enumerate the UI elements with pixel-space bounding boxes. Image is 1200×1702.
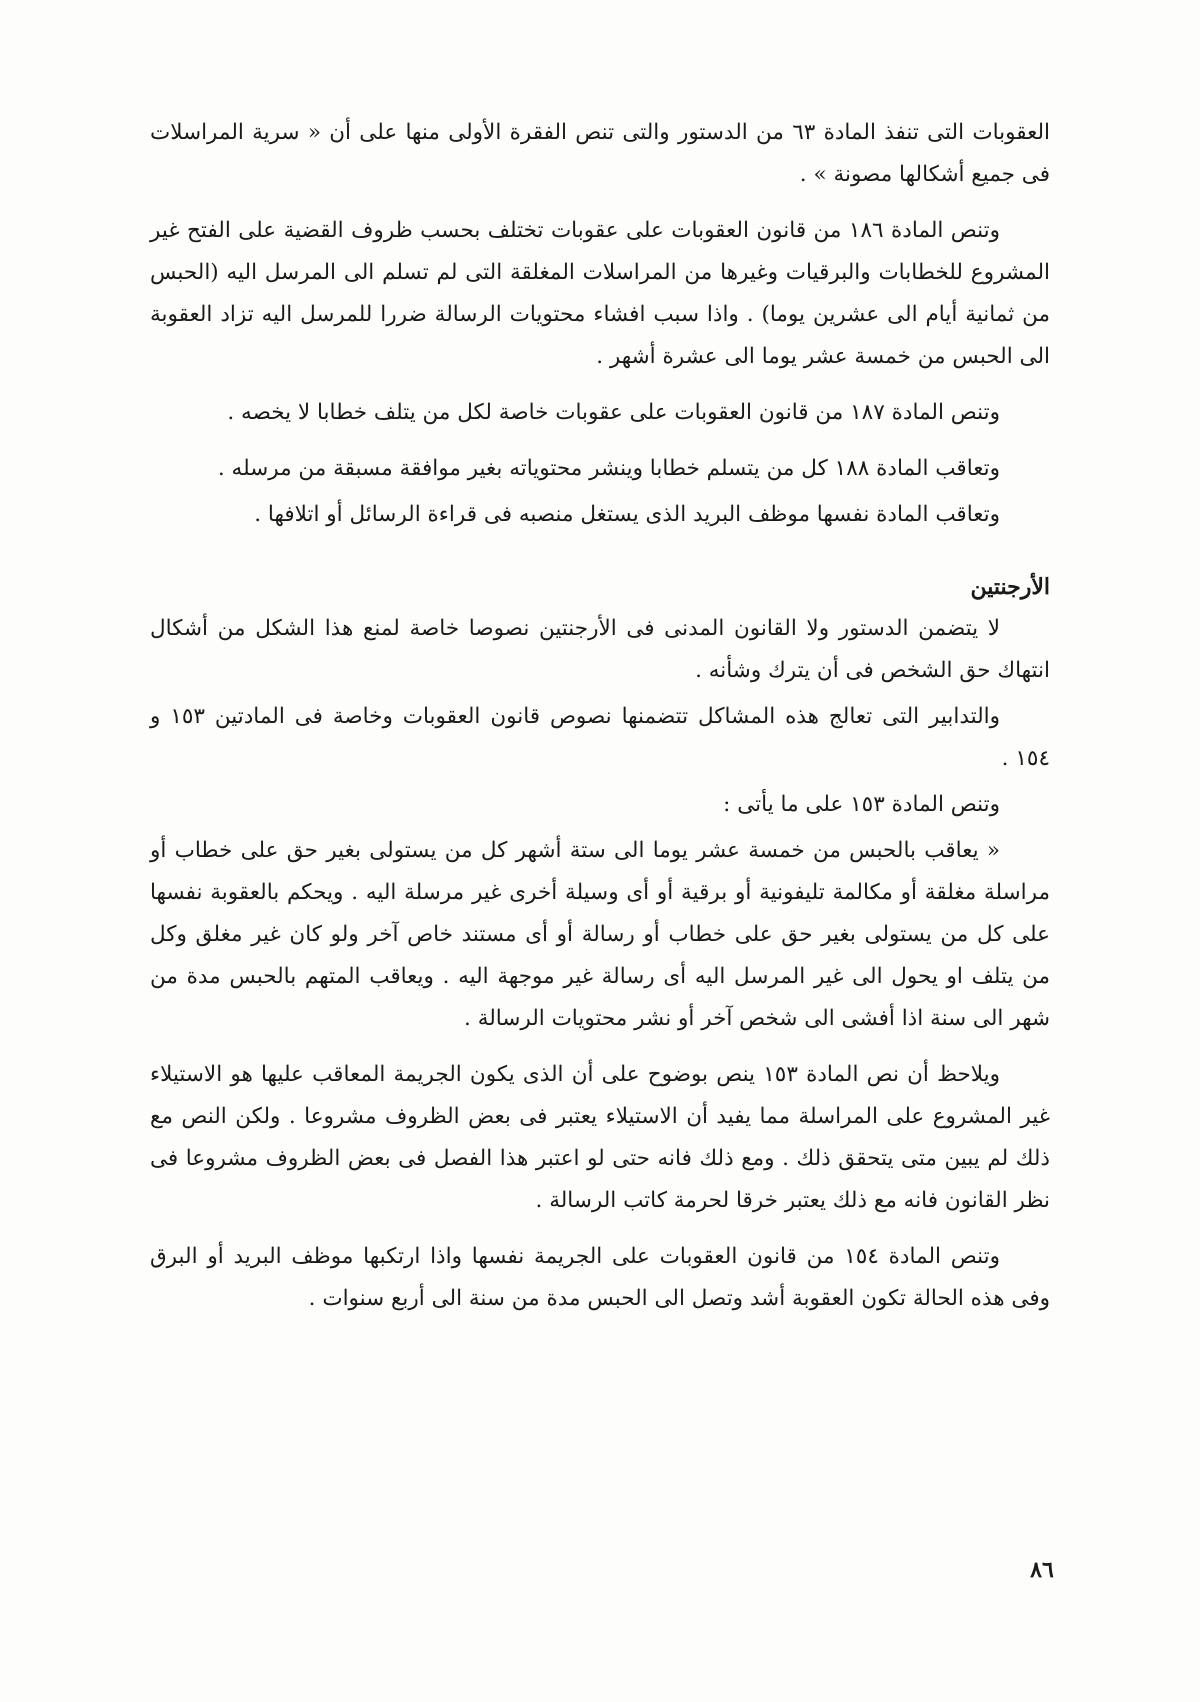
section-heading-argentina: الأرجنتين [970,574,1050,600]
paragraph-article-186: وتنص المادة ١٨٦ من قانون العقوبات على عقوبات تختلف بحسب ظروف القضية على الفتح غير المشروع للخطابات والبرقيات وغيرها من المراسلات المغلقة التى لم تسلم الى المرسل اليه (الحبس من ثمانية أيام الى عشرين يوما) . واذا سبب افشاء محتويات الرسالة ضررا للمرسل اليه تزاد العقوبة الى الحبس من خمسة عشر يوما الى عشرة أشهر . [150,218,1050,369]
paragraph-article-63: العقوبات التى تنفذ المادة ٦٣ من الدستور والتى تنص الفقرة الأولى منها على أن « سرية المراسلات فى جميع أشكالها مصونة » . [150,120,1051,187]
paragraph-article-188: وتعاقب المادة ١٨٨ كل من يتسلم خطابا وينشر محتوياته بغير موافقة مسبقة من مرسله . [217,456,1000,481]
page-number: ٨٦ [1030,1557,1054,1583]
paragraph-postal-employee: وتعاقب المادة نفسها موظف البريد الذى يستغل منصبه فى قراءة الرسائل أو اتلافها . [254,502,1000,527]
paragraph-argentina-intro: لا يتضمن الدستور ولا القانون المدنى فى الأرجنتين نصوصا خاصة لمنع هذا الشكل من أشكال انتهاك حق الشخص فى أن يترك وشأنه . [150,616,1050,683]
paragraph-article-153-quote: « يعاقب بالحبس من خمسة عشر يوما الى ستة أشهر كل من يستولى بغير حق على خطاب أو مراسلة مغلقة أو مكالمة تليفونية أو برقية أو أى وسيلة أخرى غير مرسلة اليه . ويحكم بالعقوبة نفسها على كل من يستولى بغير حق على خطاب أو رسالة أو أى مستند خاص آخر ولو كان غير مغلق وكل من يتلف او يحول الى غير المرسل اليه أى رسالة غير موجهة اليه . ويعاقب المتهم بالحبس مدة من شهر الى سنة اذا أفشى الى شخص آخر أو نشر محتويات الرسالة . [150,838,1050,1031]
paragraph-argentina-measures: والتدابير التى تعالج هذه المشاكل تتضمنها نصوص قانون العقوبات وخاصة فى المادتين ١٥٣ و ١٥٤ . [150,704,1050,771]
paragraph-article-153-note: ويلاحظ أن نص المادة ١٥٣ ينص بوضوح على أن الذى يكون الجريمة المعاقب عليها هو الاستيلاء غير المشروع على المراسلة مما يفيد أن الاستيلاء يعتبر فى بعض الظروف مشروعا . ولكن النص مع ذلك لم يبين متى يتحقق ذلك . ومع ذلك فانه حتى لو اعتبر هذا الفصل فى بعض الظروف مشروعا فى نظر القانون فانه مع ذلك يعتبر خرقا لحرمة كاتب الرسالة . [150,1062,1050,1213]
paragraph-article-153-intro: وتنص المادة ١٥٣ على ما يأتى : [723,792,1000,817]
paragraph-article-154: وتنص المادة ١٥٤ من قانون العقوبات على الجريمة نفسها واذا ارتكبها موظف البريد أو البرق وفى هذه الحالة تكون العقوبة أشد وتصل الى الحبس مدة من سنة الى أربع سنوات . [150,1244,1050,1311]
paragraph-article-187: وتنص المادة ١٨٧ من قانون العقوبات على عقوبات خاصة لكل من يتلف خطابا لا يخصه . [227,400,1000,425]
